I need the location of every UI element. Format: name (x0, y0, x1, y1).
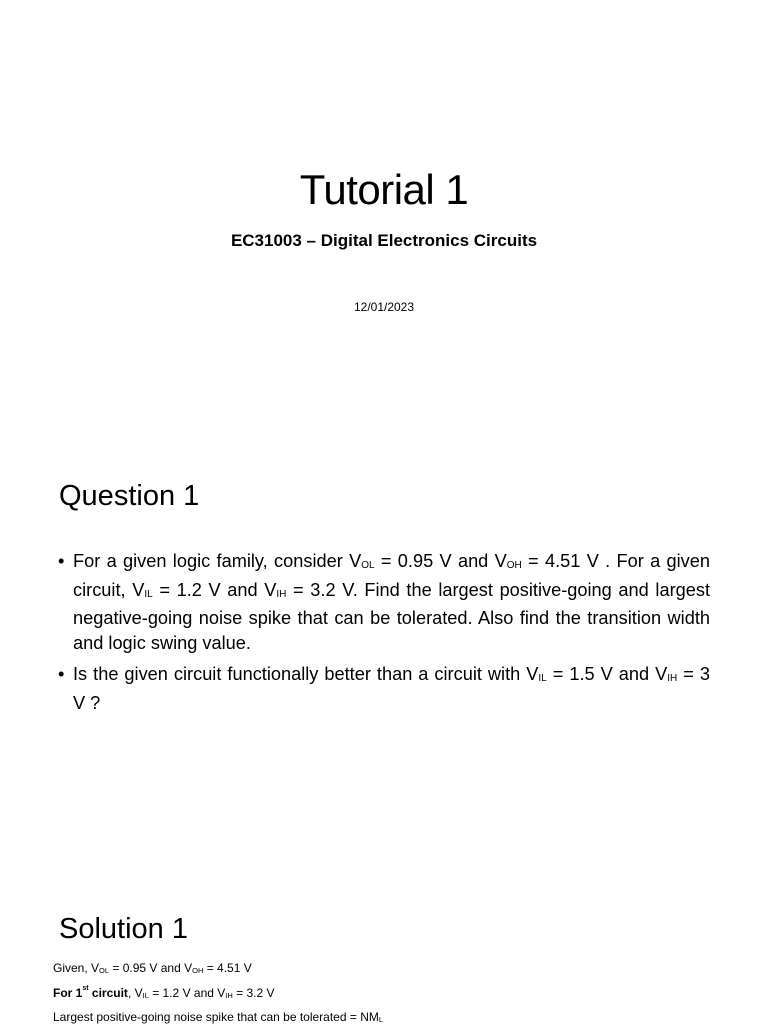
question-bullet-2 (58, 662, 710, 715)
bullet-text: = 4.51 V . For a given circuit, V (73, 551, 710, 600)
subscript-ih: IH (667, 673, 678, 684)
subscript-oh: OH (192, 966, 204, 975)
subscript-ol: OL (99, 966, 110, 975)
bullet-text: For a given logic family, consider V (73, 551, 362, 571)
solution-noise-margin-line (53, 1009, 383, 1027)
question-bullet-list (58, 549, 710, 722)
subscript-il: IL (142, 991, 149, 1000)
bullet-text: = 3 V ? (73, 664, 710, 713)
course-subtitle: EC31003 – Digital Electronics Circuits (230, 231, 538, 250)
bullet-dot-icon: • (58, 664, 65, 684)
subscript-ih: IH (276, 588, 287, 600)
bold-label: circuit (88, 986, 128, 1000)
subscript-l: L (378, 1015, 384, 1024)
line-text: = 1.2 V and V (148, 986, 226, 1000)
superscript-st: st (82, 985, 89, 992)
bullet-text: = 1.5 V and V (546, 664, 668, 684)
line-text: = 3.2 V (232, 986, 275, 1000)
subscript-oh: OH (506, 560, 522, 571)
bullet-text: = 1.2 V and V (152, 579, 277, 600)
line-text: , V (127, 986, 143, 1000)
subscript-ih: IH (225, 991, 233, 1000)
bullet-dot-icon: • (58, 551, 65, 571)
line-text: = 4.51 V (203, 961, 252, 975)
solution-heading: Solution 1 (59, 913, 188, 945)
subscript-il: IL (538, 673, 547, 684)
subscript-ol: OL (361, 560, 375, 571)
line-text: Largest positive-going noise spike that can be tolerated = NM (53, 1010, 379, 1024)
line-text: Given, V (53, 961, 100, 975)
bullet-text: Is the given circuit functionally better than a circuit with V (73, 664, 539, 684)
solution-given-line (53, 960, 252, 978)
question-heading: Question 1 (59, 480, 200, 512)
tutorial-title: Tutorial 1 (299, 166, 469, 213)
line-text: = 0.95 V and V (109, 961, 193, 975)
bullet-text: = 3.2 V. Find the largest positive-going and largest negative-going noise spike that can be tolerated. Also find the transition width and logic swing value. (73, 579, 711, 653)
tutorial-date: 12/01/2023 (353, 300, 415, 314)
bullet-text: = 0.95 V and V (374, 551, 507, 571)
subscript-il: IL (144, 588, 153, 600)
solution-first-circuit-line (53, 985, 274, 1003)
question-bullet-1 (58, 549, 710, 655)
bold-label: For 1 (53, 986, 83, 1000)
